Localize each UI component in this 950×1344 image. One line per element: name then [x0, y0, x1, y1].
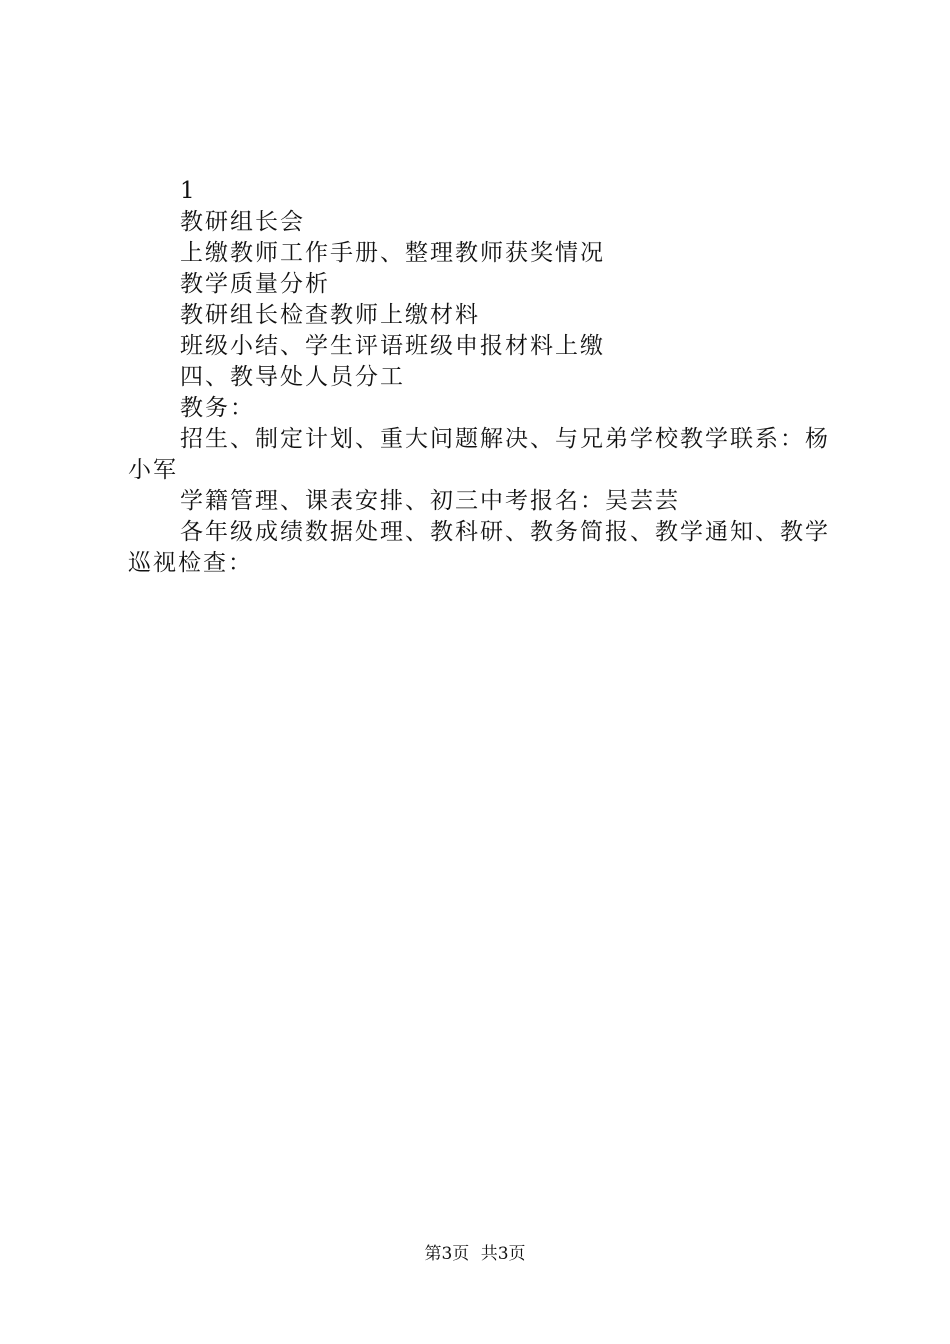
- text-line: 教研组长会: [180, 209, 305, 235]
- paragraph: 学籍管理、课表安排、初三中考报名：吴芸芸: [180, 488, 680, 514]
- page-number: 第3页: [424, 1244, 470, 1264]
- document-body: [128, 176, 828, 579]
- text-line: 教学质量分析: [180, 271, 330, 297]
- text-line: 上缴教师工作手册、整理教师获奖情况: [180, 240, 605, 266]
- text-line: 教研组长检查教师上缴材料: [180, 302, 480, 328]
- subsection-label: 教务：: [180, 395, 255, 421]
- paragraph: 招生、制定计划、重大问题解决、与兄弟学校教学联系：杨小军: [128, 426, 830, 483]
- section-heading: 四、教导处人员分工: [180, 364, 405, 390]
- text-line: 班级小结、学生评语班级申报材料上缴: [180, 333, 605, 359]
- item-number: 1: [180, 178, 197, 204]
- paragraph: 各年级成绩数据处理、教科研、教务简报、教学通知、教学巡视检查：: [128, 519, 830, 576]
- page-total: 共3页: [480, 1244, 526, 1264]
- page-footer: [0, 1243, 950, 1265]
